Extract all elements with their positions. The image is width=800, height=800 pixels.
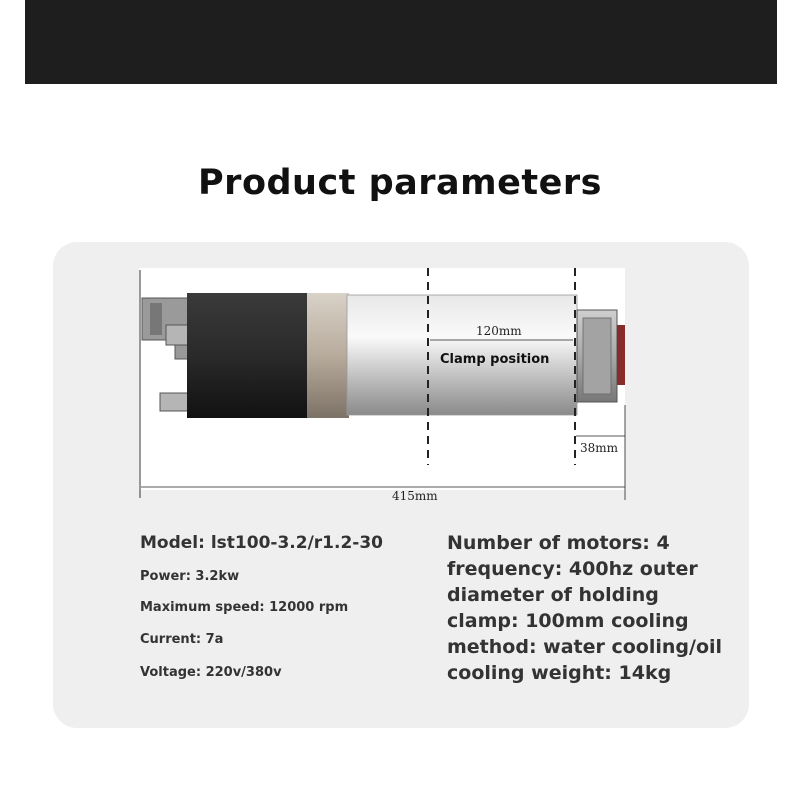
spec-right-line: frequency: 400hz outer xyxy=(447,558,698,580)
nose-tip xyxy=(617,325,625,385)
specs-right xyxy=(447,530,767,686)
spec-power: Power: 3.2kw xyxy=(140,569,240,584)
spec-model: Model: lst100-3.2/r1.2-30 xyxy=(140,533,383,553)
motor-housing xyxy=(187,293,309,418)
spec-right-line: diameter of holding xyxy=(447,584,659,606)
clamp-length-label: 120mm xyxy=(476,324,522,338)
spec-right-line: method: water cooling/oil xyxy=(447,636,723,658)
water-fitting-top xyxy=(166,325,188,345)
spec-right-line: clamp: 100mm cooling xyxy=(447,610,689,632)
spec-right-line: cooling weight: 14kg xyxy=(447,662,672,684)
page-title: Product parameters xyxy=(198,163,602,203)
total-length-label: 415mm xyxy=(392,489,438,503)
water-fitting-bottom xyxy=(160,393,188,411)
spec-current: Current: 7a xyxy=(140,632,224,647)
nose-length-label: 38mm xyxy=(580,441,619,455)
spec-voltage: Voltage: 220v/380v xyxy=(140,665,282,680)
spec-max-speed: Maximum speed: 12000 rpm xyxy=(140,600,349,615)
spec-right-line: Number of motors: 4 xyxy=(447,532,670,554)
clamp-position-label: Clamp position xyxy=(440,352,550,367)
housing-ring xyxy=(307,293,349,418)
